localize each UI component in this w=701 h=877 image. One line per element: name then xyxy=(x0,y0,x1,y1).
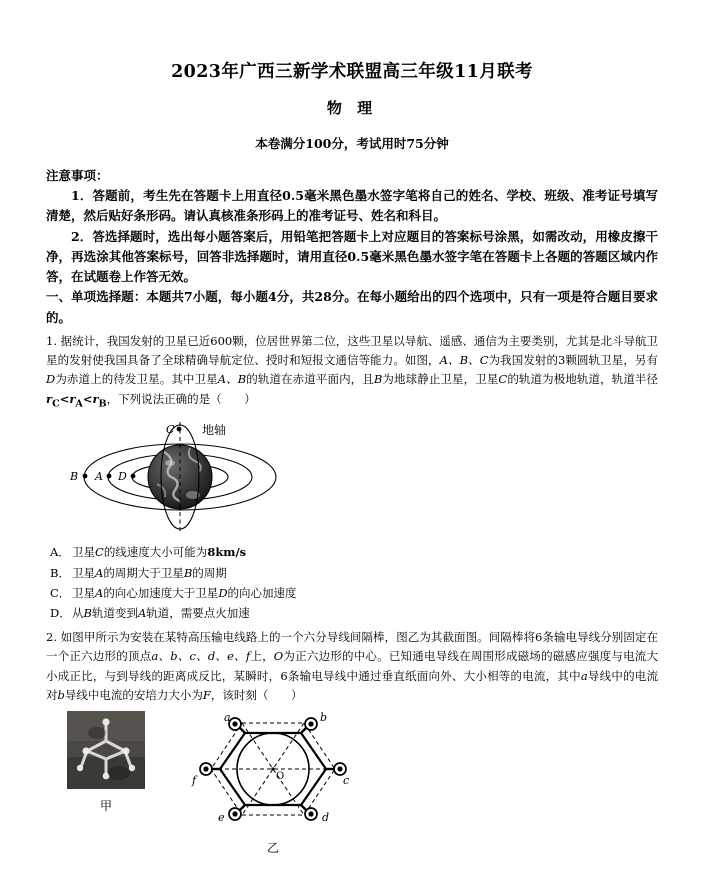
question-1-text xyxy=(46,332,658,412)
question-1-stem-part6: 的轨道为极地轨道，轨道半径 xyxy=(507,372,659,387)
question-1 xyxy=(46,332,658,624)
notice-item-1: 1．答题前，考生先在答题卡上用直径0.5毫米黑色墨水签字笔将自己的姓名、学校、班级、准考证号填写清楚，然后贴好条形码。请认真核准条形码上的准考证号、姓名和科目。 xyxy=(46,188,658,224)
exam-meta-line: 本卷满分100分，考试用时75分钟 xyxy=(255,136,449,151)
question-1-answer-blank[interactable] xyxy=(222,392,245,406)
spacer-photo-content xyxy=(67,711,145,789)
question-2-answer-blank[interactable] xyxy=(268,688,291,702)
option-b-key: B． xyxy=(50,565,70,580)
earth-axis-label: 地轴 xyxy=(202,423,227,438)
option-a-text: 卫星C的线速度大小可能为8km/s xyxy=(72,545,247,560)
satellite-a-label: A xyxy=(95,470,103,484)
question-1-option-c[interactable] xyxy=(46,583,658,603)
vertex-label-a: a xyxy=(224,711,231,725)
question-2-number: 2. xyxy=(46,629,57,644)
question-2-stem-part5: 导线中电流的安培力大小为 xyxy=(64,687,203,702)
vertex-label-d: d xyxy=(322,811,330,825)
spacer-diagram-block xyxy=(178,711,368,856)
center-point-marker xyxy=(271,768,274,771)
question-1-radius-formula: $r_C<r_A<r_B$ xyxy=(46,391,107,409)
question-1-number: 1. xyxy=(46,333,57,348)
satellite-b-label: B xyxy=(70,470,79,484)
question-1-stem-part3: 为赤道上的待发卫星。其中卫星 xyxy=(55,372,218,387)
question-1-close-paren: ） xyxy=(244,391,256,406)
question-2-close-paren: ） xyxy=(290,687,303,702)
notice-item-2: 2．答选择题时，选出每小题答案后，用铅笔把答题卡上对应题目的答案标号涂黑，如需改动，用橡皮擦干净，再选涂其他答案标号，回答非选择题时，请用直径0.5毫米黑色墨水签字笔在答题卡上各题的答题区域内作答，在试题卷上作答无效。 xyxy=(46,228,658,284)
satellite-c-marker xyxy=(177,427,182,432)
question-1-option-b[interactable] xyxy=(46,563,658,583)
question-1-figure xyxy=(46,418,658,536)
option-c-text: 卫星A的向心加速度大于卫星D的向心加速度 xyxy=(72,586,297,600)
page-content xyxy=(46,62,658,856)
satellite-orbit-diagram xyxy=(62,418,298,536)
question-2-stem-part2: 上， xyxy=(250,649,274,664)
question-2-center-label: O xyxy=(273,649,284,664)
question-1-stem-part2: 为我国发射的3颗圆轨卫星，另有 xyxy=(488,353,658,368)
figure-caption-yi: 乙 xyxy=(266,841,279,856)
question-1-labels-abc: A、B、C xyxy=(439,353,489,368)
question-1-stem-part1: 据统计，我国发射的卫星已近600颗，位居世界第二位，这些卫星以导航、遥感、通信为主要类别，尤其是北斗导航卫星的发射使我国具备了全球精确导航定位、授时和短报文通信等能力。如图， xyxy=(46,333,658,368)
satellite-b-marker xyxy=(83,474,88,479)
question-1-label-c: C xyxy=(498,372,508,387)
satellite-a-marker xyxy=(107,474,112,479)
question-2-vertex-list: a、b、c、d、e、f xyxy=(151,649,251,664)
vertex-label-f: f xyxy=(192,774,197,788)
satellite-d-label: D xyxy=(118,470,127,484)
satellite-c-label: C xyxy=(166,423,175,437)
question-1-options xyxy=(46,542,658,624)
question-1-stem-part4: 的轨道在赤道平面内，且 xyxy=(246,372,374,387)
question-2-figure xyxy=(46,711,658,856)
vertex-label-b: b xyxy=(320,711,328,725)
question-1-option-a[interactable] xyxy=(46,542,658,562)
spacer-photo-block xyxy=(64,711,148,814)
question-1-stem-part5: 为地球静止卫星，卫星 xyxy=(382,372,499,387)
hexagon-spacer-diagram xyxy=(180,711,366,827)
question-2-force-symbol: F xyxy=(202,687,211,702)
option-d-text: 从B轨道变到A轨道，需要点火加速 xyxy=(72,606,250,621)
option-c-key: C． xyxy=(50,586,71,600)
question-2-wire-a: a xyxy=(580,668,588,683)
question-2-wire-b: b xyxy=(57,687,65,702)
question-1-label-d: D xyxy=(46,372,56,387)
section-heading-multiple-choice: 一、单项选择题：本题共7小题，每小题4分，共28分。在每小题给出的四个选项中，只有一项是符合题目要求的。 xyxy=(46,289,658,325)
question-1-stem-part7: ，下列说法正确的是（ xyxy=(106,391,222,406)
option-a-key: A． xyxy=(50,545,70,560)
question-2-text xyxy=(46,628,658,705)
subject-title: 物 理 xyxy=(326,99,378,117)
notice-heading: 注意事项： xyxy=(46,168,109,183)
page-title: 2023年广西三新学术联盟高三年级11月联考 xyxy=(171,62,533,82)
question-1-labels-ab: A、B xyxy=(217,372,247,387)
question-1-label-b: B xyxy=(373,372,383,387)
option-b-text: 卫星A的周期大于卫星B的周期 xyxy=(72,565,227,580)
satellite-d-marker xyxy=(131,474,136,479)
spacer-photograph xyxy=(67,711,145,789)
vertex-label-c: c xyxy=(343,774,350,788)
question-2-stem-part3: 为正六边形的中心。已知通电导线在周围形成磁场的磁感应强度与电流大小成正比，与到导线的距离成反比，某瞬时，6条输电导线中通过垂直纸面向外、大小相等的电流，其中 xyxy=(46,649,659,683)
vertex-label-e: e xyxy=(218,811,225,825)
question-2 xyxy=(46,628,658,856)
center-label-o: O xyxy=(276,771,285,783)
option-d-key: D． xyxy=(50,606,71,621)
question-2-stem-part4: 导线中的电流对 xyxy=(46,668,659,702)
question-2-stem-part1: 如图甲所示为安装在某特高压输电线路上的一个六分导线间隔棒，图乙为其截面图。间隔棒将6条输电导线分别固定在一个正六边形的顶点 xyxy=(46,629,659,664)
figure-caption-jia: 甲 xyxy=(99,799,112,814)
question-2-stem-part6: ，该时刻（ xyxy=(210,687,269,702)
question-1-option-d[interactable] xyxy=(46,603,658,623)
